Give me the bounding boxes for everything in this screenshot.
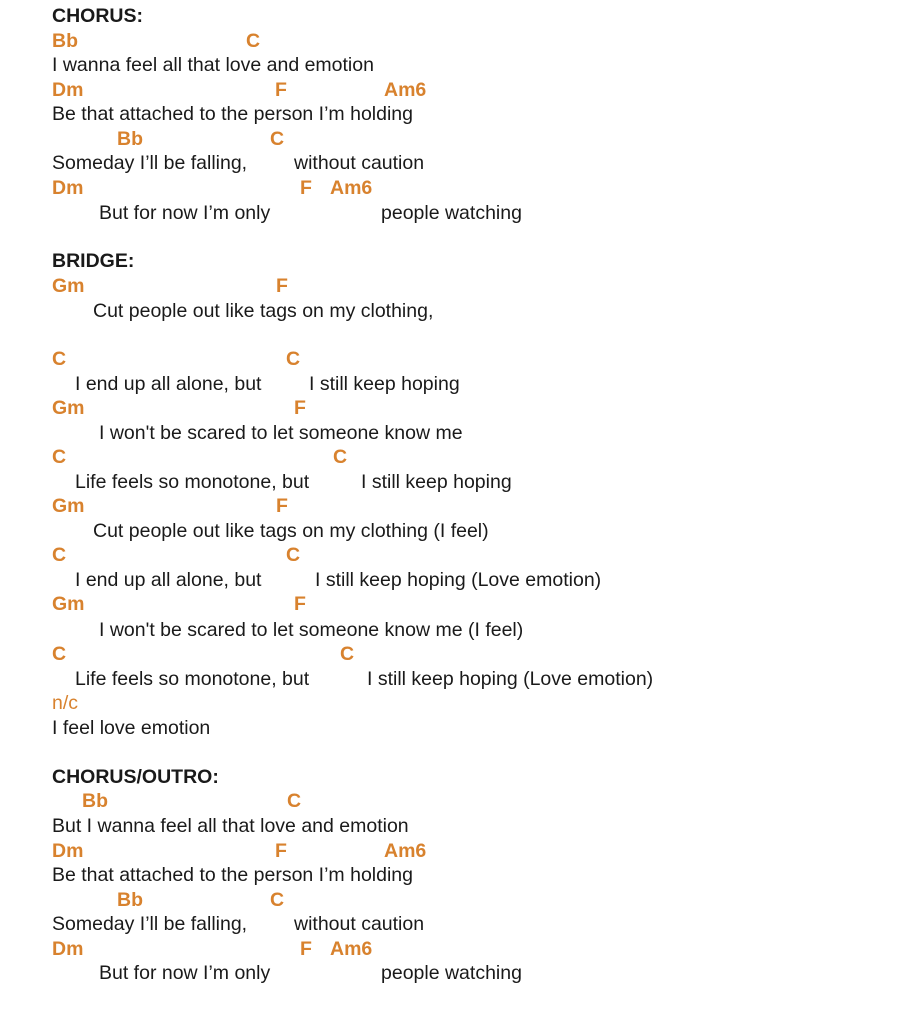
lyric-line: people watching bbox=[381, 202, 522, 224]
chord: Am6 bbox=[384, 840, 427, 862]
lyric-line: I still keep hoping bbox=[361, 471, 512, 493]
chord: C bbox=[246, 30, 261, 52]
lyric-line: Cut people out like tags on my clothing (I feel) bbox=[93, 520, 489, 542]
chord: Am6 bbox=[384, 79, 427, 101]
chord: F bbox=[294, 593, 306, 615]
chord: Gm bbox=[52, 593, 85, 615]
lyric-line: I feel love emotion bbox=[52, 717, 211, 739]
lyric-line: I wanna feel all that love and emotion bbox=[52, 54, 374, 76]
chord: F bbox=[294, 397, 306, 419]
chord: Gm bbox=[52, 397, 85, 419]
lyric-line: Life feels so monotone, but bbox=[75, 668, 310, 690]
chord: Am6 bbox=[330, 177, 373, 199]
chord: C bbox=[287, 790, 302, 812]
lyric-line: But I wanna feel all that love and emotion bbox=[52, 815, 409, 837]
lyric-line: without caution bbox=[294, 913, 425, 935]
lyric-line: I won't be scared to let someone know me (I feel) bbox=[99, 619, 524, 641]
section-heading-outro: CHORUS/OUTRO: bbox=[52, 766, 219, 788]
chord: C bbox=[52, 348, 67, 370]
lyric-line: But for now I’m only bbox=[99, 202, 271, 224]
chord: Dm bbox=[52, 938, 84, 960]
lyric-line: Life feels so monotone, but bbox=[75, 471, 310, 493]
lyric-line: I won't be scared to let someone know me bbox=[99, 422, 463, 444]
chord: F bbox=[300, 177, 312, 199]
chord: C bbox=[333, 446, 348, 468]
chord: C bbox=[270, 128, 285, 150]
lyric-line: Someday I’ll be falling, bbox=[52, 152, 248, 174]
chord: F bbox=[276, 275, 288, 297]
chord: F bbox=[276, 495, 288, 517]
chord: C bbox=[52, 544, 67, 566]
chord: Bb bbox=[82, 790, 108, 812]
section-heading-bridge: BRIDGE: bbox=[52, 250, 135, 272]
lyric-line: Be that attached to the person I’m holding bbox=[52, 103, 413, 125]
chord: Am6 bbox=[330, 938, 373, 960]
lyric-line: Someday I’ll be falling, bbox=[52, 913, 248, 935]
chord: F bbox=[275, 840, 287, 862]
lyric-line: I still keep hoping bbox=[309, 373, 460, 395]
no-chord-marker: n/c bbox=[52, 692, 79, 714]
chord: C bbox=[340, 643, 355, 665]
chord: F bbox=[275, 79, 287, 101]
chord: Dm bbox=[52, 840, 84, 862]
chord: Bb bbox=[117, 128, 143, 150]
chord: Dm bbox=[52, 79, 84, 101]
lyric-line: I still keep hoping (Love emotion) bbox=[315, 569, 602, 591]
lyric-line: I still keep hoping (Love emotion) bbox=[367, 668, 654, 690]
lyric-line: Be that attached to the person I’m holding bbox=[52, 864, 413, 886]
chord: C bbox=[52, 643, 67, 665]
chord: C bbox=[270, 889, 285, 911]
section-heading-chorus: CHORUS: bbox=[52, 5, 143, 27]
lyric-line: But for now I’m only bbox=[99, 962, 271, 984]
lyric-line: I end up all alone, but bbox=[75, 569, 262, 591]
chord: C bbox=[286, 544, 301, 566]
chord: Gm bbox=[52, 275, 85, 297]
chord: Gm bbox=[52, 495, 85, 517]
chord: Bb bbox=[117, 889, 143, 911]
chord: Bb bbox=[52, 30, 78, 52]
lyric-line: people watching bbox=[381, 962, 522, 984]
chord: Dm bbox=[52, 177, 84, 199]
chord: C bbox=[286, 348, 301, 370]
chord: C bbox=[52, 446, 67, 468]
lyric-line: Cut people out like tags on my clothing, bbox=[93, 300, 434, 322]
lyric-line: without caution bbox=[294, 152, 425, 174]
lyric-line: I end up all alone, but bbox=[75, 373, 262, 395]
chord: F bbox=[300, 938, 312, 960]
